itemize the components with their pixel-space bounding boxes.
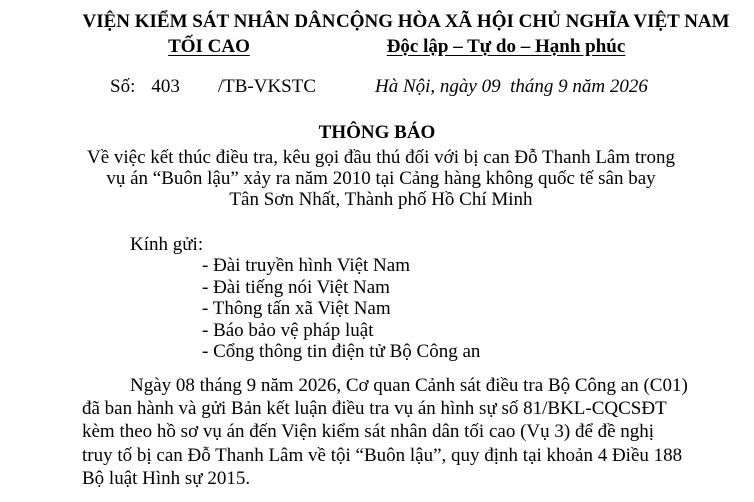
document-subject [40, 147, 722, 210]
subject-line: Về việc kết thúc điều tra, kêu gọi đầu thú đối với bị can Đỗ Thanh Lâm trong [87, 147, 675, 168]
body-line: truy tố bị can Đỗ Thanh Lâm về tội “Buôn lậu”, quy định tại khoản 4 Điều 188 [82, 444, 683, 466]
document-number [110, 76, 316, 98]
national-header [336, 9, 730, 59]
issuing-agency [82, 9, 336, 59]
recipient-item: - Báo bảo vệ pháp luật [202, 319, 374, 341]
document-number-prefix: Số: [110, 76, 136, 97]
document-title: THÔNG BÁO [318, 122, 436, 143]
addressee-label: Kính gửi: [130, 234, 204, 255]
body-paragraph [82, 374, 694, 490]
body-line: Bộ luật Hình sự 2015. [82, 467, 251, 489]
recipient-item: - Đài tiếng nói Việt Nam [202, 276, 390, 298]
subject-line: Tân Sơn Nhất, Thành phố Hồ Chí Minh [229, 189, 533, 210]
country-name: CỘNG HÒA XÃ HỘI CHỦ NGHĨA VIỆT NAM [336, 11, 730, 32]
place-and-date: Hà Nội, ngày 09 tháng 9 năm 2026 [375, 76, 648, 97]
document-number-suffix: /TB-VKSTC [217, 76, 317, 97]
recipient-item: - Cổng thông tin điện tử Bộ Công an [202, 341, 481, 362]
subject-line: vụ án “Buôn lậu” xảy ra năm 2010 tại Cảng hàng không quốc tế sân bay [106, 168, 656, 189]
agency-name-line1: VIỆN KIỂM SÁT NHÂN DÂN [82, 11, 336, 32]
recipient-list [202, 255, 480, 363]
document-number-value: 403 [151, 76, 180, 97]
agency-name-line2: TỐI CAO [168, 36, 250, 57]
body-line: kèm theo hồ sơ vụ án đến Viện kiểm sát nhân dân tối cao (Vụ 3) để đề nghị [82, 421, 655, 443]
recipient-item: - Đài truyền hình Việt Nam [202, 255, 410, 276]
body-line: Ngày 08 tháng 9 năm 2026, Cơ quan Cảnh sát điều tra Bộ Công an (C01) [130, 375, 688, 396]
body-line: đã ban hành và gửi Bản kết luận điều tra vụ án hình sự số 81/BKL-CQCSĐT [82, 398, 667, 420]
national-motto: Độc lập – Tự do – Hạnh phúc [386, 36, 626, 57]
recipient-item: - Thông tấn xã Việt Nam [202, 298, 391, 319]
